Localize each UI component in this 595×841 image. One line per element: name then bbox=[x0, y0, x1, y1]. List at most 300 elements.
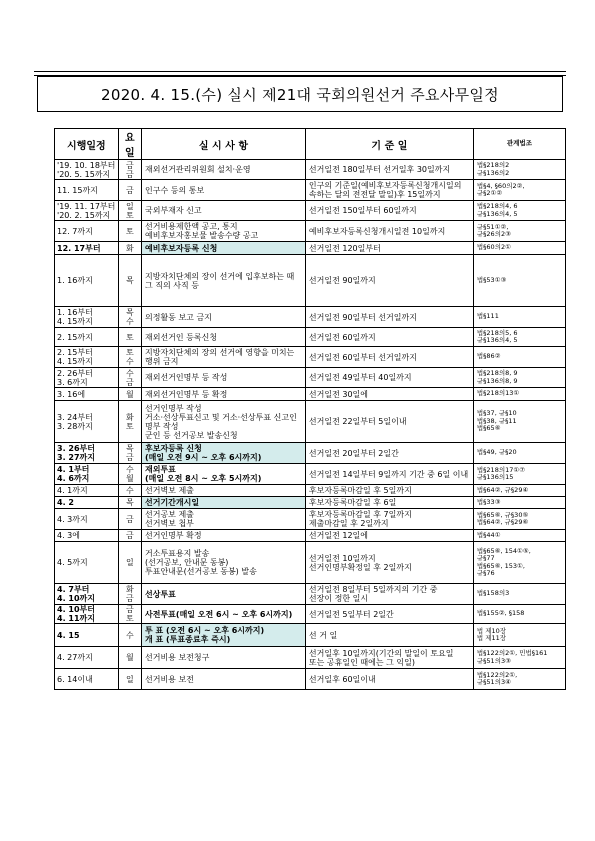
cell-date bbox=[55, 242, 119, 255]
cell-basis bbox=[305, 201, 473, 221]
cell-law bbox=[473, 255, 565, 307]
cell-day bbox=[118, 464, 141, 485]
cell-date bbox=[55, 180, 119, 201]
cell-date-line: 4. 1부터 bbox=[57, 465, 90, 474]
cell-law-line: 법§53①③ bbox=[476, 275, 507, 284]
cell-task-line: (선거공보, 안내문 동봉) bbox=[145, 558, 229, 567]
cell-basis-line: 선거일전 90일부터 선거일까지 bbox=[308, 312, 417, 322]
cell-day-line: 금 bbox=[126, 594, 134, 603]
cell-day bbox=[118, 180, 141, 201]
cell-task bbox=[142, 368, 306, 388]
cell-date-line: 12. 7까지 bbox=[57, 226, 93, 236]
cell-day bbox=[118, 388, 141, 401]
cell-basis-line: 선거일전 20일부터 2일간 bbox=[308, 448, 399, 458]
header-basis: 기 준 일 bbox=[305, 129, 473, 160]
cell-law bbox=[473, 584, 565, 605]
cell-date bbox=[55, 605, 119, 624]
table-row bbox=[55, 443, 566, 464]
cell-task-line: 후보자등록 신청 bbox=[145, 444, 202, 453]
cell-task-line: 군인 등 선거공보 발송신청 bbox=[145, 430, 238, 440]
cell-task bbox=[142, 605, 306, 624]
header-law: 관계법조 bbox=[473, 129, 565, 160]
cell-day-line: 금 bbox=[126, 160, 134, 170]
cell-basis bbox=[305, 180, 473, 201]
cell-task-line: 선거비용제한액 공고, 통지 bbox=[145, 222, 238, 231]
cell-date-line: 4. 1까지 bbox=[57, 486, 88, 495]
cell-law-line: 규§136의4, 5 bbox=[476, 209, 518, 218]
table-row bbox=[55, 669, 566, 690]
cell-date bbox=[55, 624, 119, 647]
cell-basis bbox=[305, 485, 473, 497]
cell-law-line: 법§218의8, 9 bbox=[476, 369, 518, 377]
cell-law-line: 법§218의4, 6 bbox=[476, 202, 518, 210]
cell-day bbox=[118, 624, 141, 647]
cell-task-line: 예비후보자홍보물 발송수량 공고 bbox=[145, 231, 259, 240]
cell-law bbox=[473, 221, 565, 242]
cell-basis-line: 또는 공휴일인 때에는 그 익일) bbox=[308, 657, 415, 667]
cell-law bbox=[473, 201, 565, 221]
cell-basis-line: 속하는 달의 전전달 말일)후 15일까지 bbox=[308, 190, 441, 199]
cell-basis bbox=[305, 443, 473, 464]
cell-date bbox=[55, 307, 119, 328]
cell-day-line: 월 bbox=[126, 474, 134, 483]
cell-task-line: 국외부재자 신고 bbox=[145, 206, 202, 215]
cell-basis bbox=[305, 530, 473, 542]
cell-date-line: 4. 10까지 bbox=[57, 594, 95, 603]
cell-date-line: 4. 15까지 bbox=[57, 357, 93, 366]
cell-date bbox=[55, 388, 119, 401]
cell-law-line: 규§77 bbox=[476, 554, 495, 562]
cell-day-line: 목 bbox=[126, 308, 134, 317]
table-row bbox=[55, 242, 566, 255]
cell-date-line: 3. 24부터 bbox=[57, 412, 93, 422]
cell-basis bbox=[305, 328, 473, 347]
cell-day-line: 금 bbox=[126, 377, 134, 387]
cell-date bbox=[55, 485, 119, 497]
cell-basis-line: 후보자등록마감일 후 5일까지 bbox=[308, 486, 412, 495]
cell-law bbox=[473, 542, 565, 584]
cell-date-line: 2. 15까지 bbox=[57, 332, 93, 342]
cell-task bbox=[142, 347, 306, 368]
cell-day-line: 금 bbox=[126, 514, 134, 524]
cell-basis-line: 선거일전 5일부터 2일간 bbox=[308, 609, 394, 619]
cell-basis-line: 선거일전 150일부터 60일까지 bbox=[308, 206, 417, 215]
cell-day-line: 일 bbox=[126, 674, 134, 684]
cell-law-line: 법§65⑥, 153①, bbox=[476, 561, 525, 570]
cell-task-line: 재외선거관리위원회 설치·운영 bbox=[145, 165, 251, 174]
table-row bbox=[55, 180, 566, 201]
cell-law bbox=[473, 160, 565, 180]
cell-day-line: 수 bbox=[126, 465, 134, 474]
cell-day bbox=[118, 542, 141, 584]
cell-basis-line: 선거일전 120일부터 bbox=[308, 243, 381, 253]
cell-day-line: 토 bbox=[126, 614, 134, 623]
cell-date bbox=[55, 647, 119, 669]
cell-basis-line: 예비후보자등록신청개시일전 10일까지 bbox=[308, 226, 446, 236]
cell-day-line: 토 bbox=[126, 332, 134, 342]
cell-date bbox=[55, 221, 119, 242]
cell-date-line: 3. 28까지 bbox=[57, 421, 93, 431]
cell-task-line: 선상투표 bbox=[145, 589, 176, 599]
cell-law-line: 법§49, 규§20 bbox=[476, 448, 517, 457]
cell-task-line: 재외선거인명부 등 작성 bbox=[145, 373, 228, 382]
cell-day-line: 토 bbox=[126, 348, 134, 357]
cell-day-line: 화 bbox=[126, 243, 134, 253]
table-row bbox=[55, 347, 566, 368]
cell-task bbox=[142, 530, 306, 542]
cell-basis bbox=[305, 624, 473, 647]
cell-date bbox=[55, 347, 119, 368]
header-task: 실 시 사 항 bbox=[142, 129, 306, 160]
cell-law bbox=[473, 497, 565, 509]
cell-basis bbox=[305, 669, 473, 690]
cell-date-line: 4. 7부터 bbox=[57, 585, 90, 594]
cell-task-line: 투 표 (오전 6시 ~ 오후 6시까지) bbox=[145, 626, 265, 635]
cell-date bbox=[55, 368, 119, 388]
title-box bbox=[37, 76, 563, 112]
cell-basis bbox=[305, 307, 473, 328]
cell-date-line: 4. 10부터 bbox=[57, 605, 95, 614]
table-row bbox=[55, 497, 566, 509]
cell-law-line: 법§218의13① bbox=[476, 389, 520, 398]
cell-basis bbox=[305, 160, 473, 180]
cell-day-line: 금 bbox=[126, 453, 134, 462]
cell-date-line: '20. 2. 15까지 bbox=[57, 210, 111, 220]
cell-task-line: 지방자치단체의 장의 선거에 영향을 미치는 bbox=[145, 348, 295, 357]
cell-law-line: 법§60의2① bbox=[476, 243, 511, 252]
cell-task-line: 인구수 등의 통보 bbox=[145, 185, 205, 195]
cell-basis bbox=[305, 242, 473, 255]
cell-basis bbox=[305, 647, 473, 669]
cell-basis-line: 선장이 정한 일시 bbox=[308, 594, 369, 603]
cell-law bbox=[473, 401, 565, 443]
cell-date-line: 4. 6까지 bbox=[57, 474, 90, 483]
cell-task bbox=[142, 328, 306, 347]
cell-day-line: 수 bbox=[126, 630, 134, 640]
cell-task bbox=[142, 509, 306, 530]
cell-law-line: 법§37, 규§10 bbox=[476, 409, 517, 418]
header-date: 시행일정 bbox=[55, 129, 119, 160]
cell-day bbox=[118, 255, 141, 307]
cell-basis-line: 선거일전 8일부터 5일까지의 기간 중 bbox=[308, 585, 438, 594]
cell-task-line: 지방자치단체의 장이 선거에 입후보하는 때 그 직의 사직 등 bbox=[145, 271, 295, 290]
table-row bbox=[55, 388, 566, 401]
cell-day-line: 금 bbox=[126, 169, 134, 179]
table-row bbox=[55, 542, 566, 584]
cell-law-line: 법 제11장 bbox=[476, 634, 507, 642]
cell-task bbox=[142, 464, 306, 485]
cell-basis-line: 선거일전 22일부터 5일이내 bbox=[308, 417, 407, 426]
cell-basis-line: 선거일후 60일이내 bbox=[308, 674, 376, 684]
cell-law-line: 법§64②, 규§29⑥ bbox=[476, 518, 529, 526]
cell-law bbox=[473, 347, 565, 368]
cell-task-line: (매일 오전 8시 ~ 오후 5시까지) bbox=[145, 474, 262, 483]
cell-basis-line: 선거일전 180일부터 선거일후 30일까지 bbox=[308, 165, 451, 174]
table-row bbox=[55, 485, 566, 497]
cell-law-line: 규§136의2 bbox=[476, 168, 510, 177]
cell-date-line: 3. 26부터 bbox=[57, 444, 95, 453]
cell-law-line: 법§38, 규§11 bbox=[476, 416, 517, 425]
cell-law-line: 규§136의4, 5 bbox=[476, 336, 518, 344]
cell-day bbox=[118, 401, 141, 443]
cell-basis-line: 선거일전 30일에 bbox=[308, 389, 369, 399]
cell-day-line: 금 bbox=[126, 605, 134, 614]
cell-task bbox=[142, 160, 306, 180]
page-title: 2020. 4. 15.(수) 실시 제21대 국회의원선거 주요사무일정 bbox=[101, 85, 499, 104]
cell-basis bbox=[305, 497, 473, 509]
cell-law-line: 규§136의8, 9 bbox=[476, 376, 518, 385]
cell-law-line: 법 제10장 bbox=[476, 626, 507, 635]
cell-basis-line: 선거일전 49일부터 40일까지 bbox=[308, 373, 412, 382]
table-row bbox=[55, 255, 566, 307]
cell-day bbox=[118, 647, 141, 669]
cell-task bbox=[142, 624, 306, 647]
cell-task bbox=[142, 201, 306, 221]
cell-task-line: 재외선거인 등록신청 bbox=[145, 332, 218, 342]
cell-day-line: 수 bbox=[126, 368, 134, 378]
cell-task bbox=[142, 401, 306, 443]
cell-date-line: 4. 3에 bbox=[57, 531, 80, 540]
cell-date-line: '19. 11. 17부터 bbox=[57, 201, 116, 211]
cell-basis-line: 선거일후 10일까지(기간의 말일이 토요일 bbox=[308, 648, 454, 658]
cell-law bbox=[473, 669, 565, 690]
cell-task-line: 거소투표용지 발송 bbox=[145, 549, 210, 558]
cell-day bbox=[118, 368, 141, 388]
cell-day-line: 토 bbox=[126, 226, 134, 236]
cell-basis-line: 후보자등록마감일 후 7일까지 bbox=[308, 510, 412, 519]
cell-date-line: 4. 2 bbox=[57, 498, 74, 507]
cell-law bbox=[473, 242, 565, 255]
cell-day bbox=[118, 669, 141, 690]
cell-date-line: 4. 3까지 bbox=[57, 514, 88, 524]
cell-basis bbox=[305, 401, 473, 443]
cell-law bbox=[473, 647, 565, 669]
cell-date-line: 3. 16에 bbox=[57, 389, 86, 399]
cell-day-line: 화 bbox=[126, 585, 134, 594]
cell-day bbox=[118, 485, 141, 497]
cell-basis-line: 선거일전 90일까지 bbox=[308, 276, 376, 285]
cell-date-line: 1. 16까지 bbox=[57, 276, 93, 285]
cell-law bbox=[473, 307, 565, 328]
cell-law-line: 법§65⑥, 154①⑤, bbox=[476, 546, 531, 555]
cell-basis-line: 인구의 기준일(예비후보자등록신청개시일의 bbox=[308, 181, 462, 190]
cell-law-line: 법§155②, §158 bbox=[476, 609, 525, 618]
table-row bbox=[55, 530, 566, 542]
cell-law-line: 법§158의3 bbox=[476, 589, 510, 598]
cell-day bbox=[118, 509, 141, 530]
table-row bbox=[55, 605, 566, 624]
cell-date-line: 2. 26부터 bbox=[57, 368, 93, 378]
cell-law bbox=[473, 443, 565, 464]
cell-task bbox=[142, 669, 306, 690]
cell-law bbox=[473, 180, 565, 201]
cell-date-line: 4. 11까지 bbox=[57, 614, 95, 623]
cell-task-line: 의정활동 보고 금지 bbox=[145, 312, 212, 322]
cell-day-line: 목 bbox=[126, 276, 134, 285]
cell-basis bbox=[305, 255, 473, 307]
cell-task bbox=[142, 647, 306, 669]
cell-basis-line: 선거일전 60일부터 선거일까지 bbox=[308, 352, 417, 362]
cell-day bbox=[118, 242, 141, 255]
table-row bbox=[55, 509, 566, 530]
cell-law-line: 규§26의2③ bbox=[476, 230, 511, 238]
cell-basis-line: 선거일전 12일에 bbox=[308, 531, 369, 540]
cell-basis-line: 선거인명부확정일 후 2일까지 bbox=[308, 562, 412, 572]
cell-law bbox=[473, 368, 565, 388]
cell-day-line: 수 bbox=[126, 486, 134, 495]
cell-task-line: 행위 금지 bbox=[145, 357, 179, 366]
cell-date bbox=[55, 509, 119, 530]
header-day: 요일 bbox=[118, 129, 141, 160]
cell-day bbox=[118, 347, 141, 368]
cell-day bbox=[118, 201, 141, 221]
cell-law bbox=[473, 530, 565, 542]
cell-day bbox=[118, 443, 141, 464]
cell-task bbox=[142, 542, 306, 584]
cell-day bbox=[118, 605, 141, 624]
cell-date-line: 2. 15부터 bbox=[57, 348, 93, 357]
cell-law-line: 규§136의15 bbox=[476, 473, 514, 481]
cell-date bbox=[55, 542, 119, 584]
cell-law bbox=[473, 328, 565, 347]
cell-law-line: 법§122의2①, 민법§161 bbox=[476, 649, 548, 657]
cell-basis-line: 선거일전 60일까지 bbox=[308, 332, 376, 342]
cell-law-line: 규§51①②, bbox=[476, 222, 509, 231]
cell-task-line: 재외투표 bbox=[145, 465, 176, 474]
cell-basis bbox=[305, 388, 473, 401]
cell-law bbox=[473, 624, 565, 647]
cell-law-line: 법§4, §60의2②, bbox=[476, 181, 525, 190]
cell-day-line: 토 bbox=[126, 421, 134, 431]
cell-task bbox=[142, 584, 306, 605]
cell-day-line: 금 bbox=[126, 531, 134, 540]
table-row bbox=[55, 401, 566, 443]
cell-date bbox=[55, 497, 119, 509]
cell-day bbox=[118, 584, 141, 605]
cell-law-line: 법§64②, 규§29④ bbox=[476, 485, 529, 494]
cell-law bbox=[473, 509, 565, 530]
cell-basis-line: 선거일전 14일부터 9일까지 기간 중 6일 이내 bbox=[308, 469, 469, 479]
table-row bbox=[55, 584, 566, 605]
cell-date bbox=[55, 530, 119, 542]
cell-task bbox=[142, 485, 306, 497]
cell-law-line: 법§65⑥, 규§30⑤ bbox=[476, 510, 529, 519]
cell-task-line: 선거공보 제출 bbox=[145, 510, 194, 519]
cell-day-line: 목 bbox=[126, 444, 134, 453]
cell-law-line: 법§44① bbox=[476, 530, 501, 539]
cell-date-line: 11. 15까지 bbox=[57, 185, 98, 195]
cell-task-line: 선거비용 보전 bbox=[145, 674, 194, 684]
cell-basis bbox=[305, 221, 473, 242]
cell-task-line: 선거벽보 첩부 bbox=[145, 519, 194, 528]
cell-date bbox=[55, 160, 119, 180]
cell-date-line: 1. 16부터 bbox=[57, 308, 93, 317]
table-row bbox=[55, 221, 566, 242]
cell-basis bbox=[305, 542, 473, 584]
cell-task-line: 선거기간개시일 bbox=[145, 498, 200, 507]
cell-date bbox=[55, 464, 119, 485]
cell-law-line: 법§218의17①⑦ bbox=[476, 465, 526, 474]
cell-law bbox=[473, 388, 565, 401]
cell-basis bbox=[305, 464, 473, 485]
cell-date bbox=[55, 328, 119, 347]
table-row bbox=[55, 368, 566, 388]
cell-basis-line: 후보자등록마감일 후 6일 bbox=[308, 498, 397, 507]
cell-day-line: 일 bbox=[126, 201, 134, 211]
cell-day-line: 일 bbox=[126, 558, 134, 567]
cell-date bbox=[55, 669, 119, 690]
cell-day-line: 금 bbox=[126, 185, 134, 195]
cell-basis-line: 선거일전 10일까지 bbox=[308, 553, 376, 563]
schedule-table bbox=[54, 128, 566, 690]
cell-task-line: 선거벽보 제출 bbox=[145, 486, 194, 495]
cell-date-line: 4. 27까지 bbox=[57, 653, 93, 662]
cell-task-line: 선거비용 보전청구 bbox=[145, 653, 210, 662]
cell-law-line: 규§51의3④ bbox=[476, 678, 511, 686]
cell-task-line: 선거인명부 확정 bbox=[145, 531, 202, 540]
cell-law-line: 법§86② bbox=[476, 352, 501, 361]
cell-basis bbox=[305, 509, 473, 530]
cell-law-line: 규§76 bbox=[476, 569, 495, 577]
cell-law-line: 규§2①② bbox=[476, 189, 503, 197]
cell-date-line: 4. 15 bbox=[57, 630, 80, 640]
cell-law bbox=[473, 605, 565, 624]
cell-law-line: 법§33③ bbox=[476, 497, 501, 506]
cell-day bbox=[118, 307, 141, 328]
table-row bbox=[55, 647, 566, 669]
table-row bbox=[55, 624, 566, 647]
cell-task-line: 거소·선상투표신고 및 거소·선상투표 신고인명부 작성 bbox=[145, 412, 297, 431]
cell-task bbox=[142, 255, 306, 307]
cell-date-line: 4. 15까지 bbox=[57, 317, 93, 326]
cell-task bbox=[142, 307, 306, 328]
cell-basis bbox=[305, 605, 473, 624]
cell-task bbox=[142, 180, 306, 201]
cell-date bbox=[55, 201, 119, 221]
cell-task-line: 선거인명부 작성 bbox=[145, 403, 202, 413]
cell-basis bbox=[305, 368, 473, 388]
cell-date-line: 3. 27까지 bbox=[57, 453, 95, 462]
cell-date-line: 6. 14이내 bbox=[57, 674, 93, 684]
cell-day-line: 목 bbox=[126, 498, 134, 507]
table-body bbox=[55, 160, 566, 690]
cell-task-line: 재외선거인명부 등 확정 bbox=[145, 389, 228, 399]
cell-law-line: 법§218의2 bbox=[476, 161, 510, 169]
cell-day bbox=[118, 160, 141, 180]
cell-task bbox=[142, 443, 306, 464]
cell-date bbox=[55, 584, 119, 605]
cell-task bbox=[142, 497, 306, 509]
cell-task-line: 사전투표(매일 오전 6시 ~ 오후 6시까지) bbox=[145, 609, 293, 619]
cell-day bbox=[118, 221, 141, 242]
cell-task bbox=[142, 388, 306, 401]
cell-date-line: 3. 6까지 bbox=[57, 377, 88, 387]
cell-task-line: (매일 오전 9시 ~ 오후 6시까지) bbox=[145, 453, 262, 462]
cell-task bbox=[142, 242, 306, 255]
cell-basis bbox=[305, 584, 473, 605]
cell-day-line: 토 bbox=[126, 210, 134, 220]
cell-day-line: 수 bbox=[126, 357, 134, 366]
cell-basis bbox=[305, 347, 473, 368]
cell-task bbox=[142, 221, 306, 242]
cell-law bbox=[473, 485, 565, 497]
cell-date bbox=[55, 401, 119, 443]
cell-date bbox=[55, 443, 119, 464]
table-row bbox=[55, 464, 566, 485]
cell-basis-line: 선 거 일 bbox=[308, 630, 338, 640]
table-header-row bbox=[55, 129, 566, 160]
cell-task-line: 예비후보자등록 신청 bbox=[145, 243, 218, 253]
